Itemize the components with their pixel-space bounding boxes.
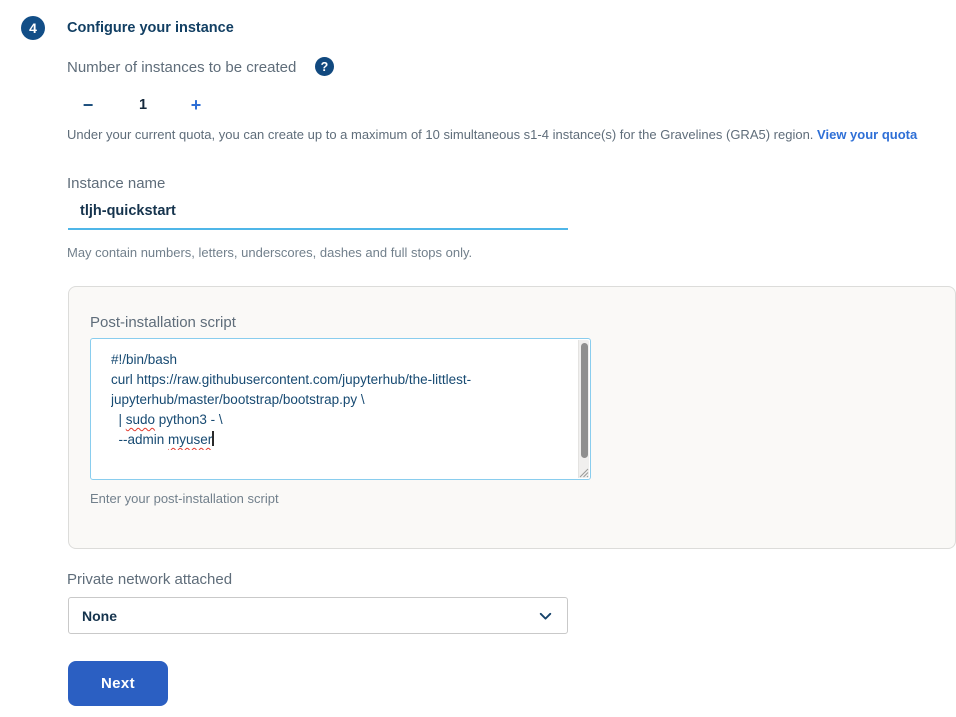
instance-count-value[interactable]: 1 bbox=[138, 97, 148, 113]
next-button[interactable]: Next bbox=[68, 661, 168, 706]
increase-instances-button[interactable]: + bbox=[183, 92, 209, 118]
quota-message: Under your current quota, you can create up to a maximum of 10 simultaneous s1-4 instance(s) for the Gravelines (GRA5) region. bbox=[67, 127, 814, 142]
post-install-script-content: #!/bin/bash curl https://raw.githubusercontent.com/jupyterhub/the-littlest- jupyterhub/master/bootstrap/bootstrap.py \ | sudo python3 - \ --admin myuser bbox=[111, 352, 472, 447]
step-title: Configure your instance bbox=[67, 20, 234, 36]
chevron-down-icon bbox=[537, 608, 554, 625]
private-network-selected-value: None bbox=[82, 607, 117, 624]
post-install-helper: Enter your post-installation script bbox=[90, 491, 279, 506]
private-network-select[interactable] bbox=[68, 597, 568, 634]
help-icon[interactable] bbox=[315, 57, 334, 76]
view-quota-link[interactable]: View your quota bbox=[817, 127, 918, 142]
scrollbar-track[interactable] bbox=[578, 340, 589, 478]
quota-line bbox=[67, 127, 917, 142]
post-install-script-editor[interactable] bbox=[90, 338, 591, 480]
instances-count-label: Number of instances to be created bbox=[67, 59, 297, 76]
instance-name-label: Instance name bbox=[67, 175, 166, 192]
step-number-badge bbox=[21, 16, 45, 40]
decrease-instances-button[interactable]: − bbox=[75, 92, 101, 118]
instance-name-input[interactable] bbox=[68, 203, 568, 230]
resize-handle-icon[interactable] bbox=[577, 466, 589, 478]
instance-name-helper: May contain numbers, letters, underscores, dashes and full stops only. bbox=[67, 245, 473, 260]
help-icon-glyph: ? bbox=[320, 59, 329, 74]
private-network-label: Private network attached bbox=[67, 571, 233, 588]
post-install-label: Post-installation script bbox=[90, 314, 236, 331]
step-number: 4 bbox=[29, 20, 37, 36]
scrollbar-thumb[interactable] bbox=[581, 343, 588, 458]
